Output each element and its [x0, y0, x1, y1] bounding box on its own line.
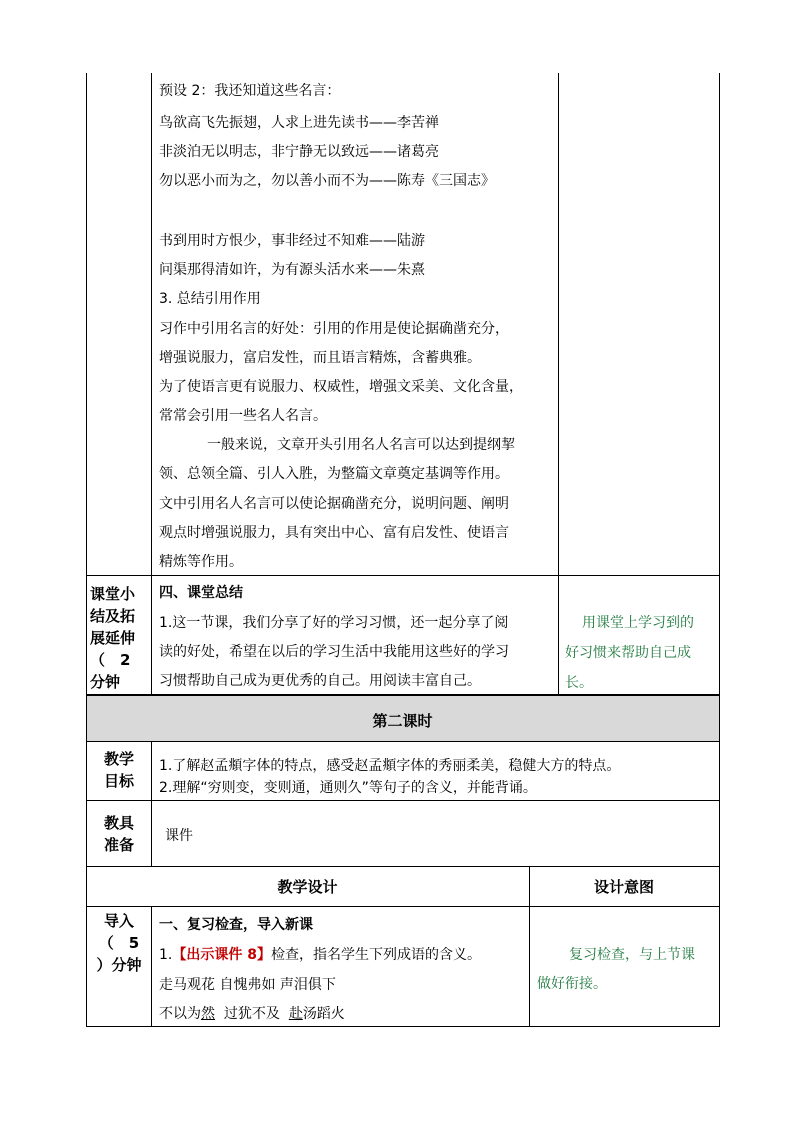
summary-label	[90, 583, 150, 693]
table-border	[86, 73, 87, 695]
goals-label	[87, 748, 151, 792]
text-line: 复习检查，与上节课	[569, 947, 695, 963]
label-line: （ 2	[90, 651, 131, 669]
intent-header: 设计意图	[593, 878, 654, 896]
item-number: 1.	[159, 947, 173, 963]
idioms-row: 走马观花 自愧弗如 声泪俱下	[159, 977, 336, 993]
text-line: 习作中引用名言的好处：引用的作用是使论据确凿充分，	[159, 321, 509, 337]
quotes-content	[159, 80, 557, 574]
idiom-underlined-char: 然	[201, 1006, 215, 1022]
goal-item: 1.了解赵孟頫字体的特点，感受赵孟頫字体的秀丽柔美，稳健大方的特点。	[159, 758, 621, 774]
intro-content	[159, 914, 527, 1024]
summary-content	[159, 582, 557, 694]
text-line: 好习惯来帮助自己成	[565, 645, 691, 661]
text-line: 读的好处，希望在以后的学习生活中我能用这些好的学习	[159, 644, 509, 660]
text-line: 领、总领全篇、引人入胜，为整篇文章奠定基调等作用。	[159, 466, 509, 482]
text-line: 习惯帮助自己成为更优秀的自己。用阅读丰富自己。	[159, 673, 481, 689]
label-line: 教具	[103, 814, 134, 832]
text-line: 观点时增强说服力，具有突出中心、富有启发性、使语言	[159, 525, 509, 541]
label-line: 准备	[103, 836, 134, 854]
table-border	[719, 73, 720, 695]
intro-instruction: 检查，指名学生下列成语的含义。	[270, 947, 481, 963]
label-line: 展延伸	[90, 629, 136, 647]
label-line: ）分钟	[96, 956, 142, 974]
text-line: 增强说服力，富启发性，而且语言精炼，含蓄典雅。	[159, 350, 481, 366]
idioms-row	[159, 1003, 345, 1023]
label-line: 结及拓	[90, 607, 136, 625]
table-border	[151, 741, 152, 866]
subheading: 3. 总结引用作用	[159, 291, 261, 307]
table-border	[86, 696, 87, 1027]
idiom-part: 不以为	[159, 1006, 201, 1022]
label-line: 导入	[103, 912, 134, 930]
table-border	[86, 1026, 720, 1027]
intro-heading: 一、复习检查，导入新课	[159, 917, 313, 933]
table-border	[86, 800, 720, 801]
tools-content: 课件	[165, 828, 193, 844]
table-border	[719, 696, 720, 1027]
label-line: 教学	[103, 750, 134, 768]
idiom-part: 过犹不及	[215, 1006, 289, 1022]
courseware-tag: 【出示课件 8】	[172, 947, 271, 963]
table-border	[86, 866, 720, 867]
table-border	[86, 741, 720, 742]
label-line: （ 5	[98, 934, 140, 952]
text-line: 1.这一节课，我们分享了好的学习习惯，还一起分享了阅	[159, 615, 509, 631]
label-line: 分钟	[90, 673, 121, 691]
table-border	[558, 73, 559, 695]
text-line: 问渠那得清如许，为有源头活水来——朱熹	[159, 262, 425, 278]
text-line: 长。	[565, 675, 593, 691]
table-border	[151, 906, 152, 1026]
intro-label	[87, 910, 151, 976]
text-line: 文中引用名人名言可以使论据确凿充分，说明问题、阐明	[159, 496, 509, 512]
lesson-title: 第二课时	[372, 712, 433, 730]
text-line: 勿以恶小而为之，勿以善小而不为——陈寿《三国志》	[159, 173, 495, 189]
text-line: 书到用时方恨少，事非经过不知难——陆游	[159, 233, 425, 249]
idiom-underlined-char: 赴	[288, 1006, 303, 1022]
text-line: 用课堂上学习到的	[582, 615, 694, 631]
idiom-part: 汤蹈火	[302, 1006, 345, 1022]
table-border	[151, 73, 152, 695]
text-line: 为了使语言更有说服力、权威性，增强文采美、文化含量，	[159, 379, 523, 395]
text-line: 精炼等作用。	[159, 554, 243, 570]
goal-item: 2.理解“穷则变，变则通，通则久”等句子的含义，并能背诵。	[159, 780, 537, 796]
tools-label	[87, 812, 151, 856]
design-header: 教学设计	[277, 878, 338, 896]
table-border	[86, 906, 720, 907]
text-line: 鸟欲高飞先振翅，人求上进先读书——李苦禅	[159, 115, 439, 131]
label-line: 课堂小	[90, 585, 136, 603]
text-line: 预设 2：我还知道这些名言：	[159, 83, 341, 99]
text-line: 做好衔接。	[537, 976, 607, 992]
text-line: 常常会引用一些名人名言。	[159, 408, 327, 424]
summary-heading: 四、课堂总结	[159, 585, 243, 601]
table-border	[86, 575, 720, 576]
label-line: 目标	[103, 772, 134, 790]
intro-line	[159, 944, 481, 964]
text-line: 非淡泊无以明志，非宁静无以致远——诸葛亮	[159, 144, 439, 160]
text-line: 一般来说，文章开头引用名人名言可以达到提纲挈	[207, 437, 515, 453]
